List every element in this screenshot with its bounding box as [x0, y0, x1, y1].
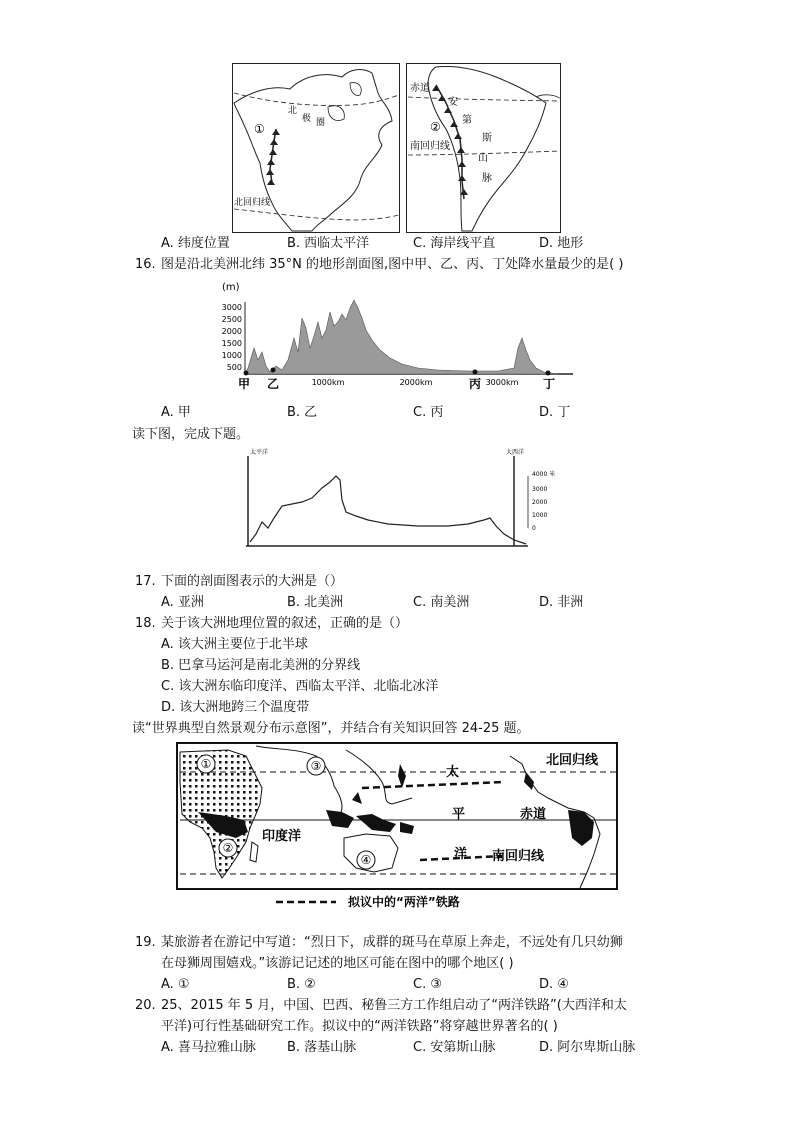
q20-number: 20.: [135, 998, 156, 1013]
q16-number: 16.: [135, 257, 156, 272]
q20-stem-line1: 25、2015 年 5 月，中国、巴西、秘鲁三方工作组启动了“两洋铁路”(大西洋和太: [161, 998, 627, 1013]
q18-option-a[interactable]: A. 该大洲主要位于北半球: [161, 637, 308, 652]
q19-stem-line1: 某旅游者在游记中写道：“烈日下，成群的斑马在草原上奔走，不远处有几只幼狮: [161, 935, 623, 950]
andes-label-di: 第: [462, 115, 472, 126]
railway-legend-label: 拟议中的“两洋”铁路: [348, 895, 460, 909]
point-ding: 丁: [542, 377, 556, 391]
q15-option-d[interactable]: D. 地形: [539, 236, 584, 251]
world-landscapes-map: [176, 742, 628, 914]
q17-option-c[interactable]: C. 南美洲: [413, 595, 470, 610]
q16-option-d[interactable]: D. 丁: [539, 405, 571, 420]
arctic-label-bei: 北: [288, 106, 298, 116]
q16-option-b[interactable]: B. 乙: [287, 405, 318, 420]
pacific-label-yang: 洋: [454, 847, 468, 862]
q15-option-a[interactable]: A. 纬度位置: [161, 236, 230, 251]
q20-option-a[interactable]: A. 喜马拉雅山脉: [161, 1040, 256, 1055]
arctic-label-ji: 极: [302, 114, 312, 124]
q18-option-b[interactable]: B. 巴拿马运河是南北美洲的分界线: [161, 658, 361, 673]
profile-35n-chart: [218, 278, 578, 396]
profile2-ytick-4000: 4000 米: [532, 471, 556, 478]
q17-number: 17.: [135, 574, 156, 589]
q19-option-d[interactable]: D. ④: [539, 977, 569, 992]
tropic-capricorn-map-label: 南回归线: [492, 849, 545, 864]
map-marker-1: ①: [254, 122, 265, 136]
pacific-label-ping: 平: [452, 807, 466, 822]
profile2-ytick-0: 0: [532, 525, 536, 532]
q20-option-b[interactable]: B. 落基山脉: [287, 1040, 357, 1055]
ytick-1000: 1000: [221, 351, 242, 360]
region-marker-2: ②: [222, 841, 234, 855]
q17-option-b[interactable]: B. 北美洲: [287, 595, 344, 610]
q18-number: 18.: [135, 616, 156, 631]
tropic-cancer-map-label: 北回归线: [546, 753, 599, 768]
profile2-ytick-2000: 2000: [532, 499, 548, 506]
q18-stem: 关于该大洲地理位置的叙述，正确的是（）: [161, 616, 409, 631]
xtick-2000km: 2000km: [399, 378, 433, 387]
profile2-ytick-1000: 1000: [532, 512, 548, 519]
q16-option-c[interactable]: C. 丙: [413, 405, 444, 420]
andes-label-shan: 山: [478, 153, 488, 164]
pacific-label-tai: 太: [446, 765, 460, 780]
map-marker-2: ②: [430, 120, 441, 134]
region-marker-1: ①: [200, 757, 212, 771]
profile-unit: (m): [222, 282, 240, 293]
q18-option-c[interactable]: C. 该大洲东临印度洋、西临太平洋、北临北冰洋: [161, 679, 439, 694]
north-america-map: [232, 63, 400, 233]
q20-option-d[interactable]: D. 阿尔卑斯山脉: [539, 1040, 636, 1055]
ytick-2000: 2000: [221, 327, 242, 336]
q18-option-d[interactable]: D. 该大洲地跨三个温度带: [161, 700, 310, 715]
tropic-capricorn-label: 南回归线: [410, 141, 450, 152]
ytick-1500: 1500: [221, 339, 242, 348]
q17-option-d[interactable]: D. 非洲: [539, 595, 584, 610]
south-america-map: [406, 63, 561, 233]
tropic-cancer-label: 北回归线: [234, 198, 271, 208]
q16-option-a[interactable]: A. 甲: [161, 405, 191, 420]
equator-label: 赤道: [410, 83, 430, 94]
point-yi: 乙: [266, 377, 280, 391]
left-ocean-label: 太平洋: [250, 449, 269, 456]
ytick-2500: 2500: [221, 315, 242, 324]
q15-option-b[interactable]: B. 西临太平洋: [287, 236, 370, 251]
ytick-500: 500: [226, 363, 242, 372]
indian-ocean-label: 印度洋: [262, 829, 302, 844]
q19-number: 19.: [135, 935, 156, 950]
q16-stem: 图是沿北美洲北纬 35°N 的地形剖面图,图中甲、乙、丙、丁处降水量最少的是( ): [161, 257, 624, 272]
read-figure-intro: 读下图，完成下题。: [132, 427, 250, 442]
world-map-intro: 读“世界典型自然景观分布示意图”，并结合有关知识回答 24-25 题。: [132, 721, 530, 736]
xtick-1000km: 1000km: [311, 378, 345, 387]
ytick-3000: 3000: [221, 303, 242, 312]
q19-option-c[interactable]: C. ③: [413, 977, 442, 992]
andes-label-mai: 脉: [482, 173, 492, 184]
point-jia: 甲: [237, 377, 251, 391]
q20-option-c[interactable]: C. 安第斯山脉: [413, 1040, 496, 1055]
profile2-ytick-3000: 3000: [532, 486, 548, 493]
continent-profile-chart: [238, 446, 556, 554]
point-bing: 丙: [468, 377, 482, 391]
q19-option-a[interactable]: A. ①: [161, 977, 190, 992]
region-marker-3: ③: [310, 759, 322, 773]
andes-label-an: 安: [448, 97, 458, 108]
q15-option-c[interactable]: C. 海岸线平直: [413, 236, 496, 251]
equator-map-label: 赤道: [520, 807, 547, 822]
right-ocean-label: 大西洋: [506, 449, 525, 456]
q20-stem-line2: 平洋)可行性基础研究工作。拟议中的“两洋铁路”将穿越世界著名的( ): [161, 1019, 558, 1034]
q17-stem: 下面的剖面图表示的大洲是（）: [161, 574, 344, 589]
q19-stem-line2: 在母狮周围嬉戏。”该游记记述的地区可能在图中的哪个地区( ): [161, 956, 514, 971]
q17-option-a[interactable]: A. 亚洲: [161, 595, 204, 610]
andes-label-si: 斯: [482, 133, 492, 144]
region-marker-4: ④: [360, 853, 372, 867]
arctic-label-quan: 圈: [316, 118, 326, 128]
xtick-3000km: 3000km: [485, 378, 519, 387]
q19-option-b[interactable]: B. ②: [287, 977, 316, 992]
